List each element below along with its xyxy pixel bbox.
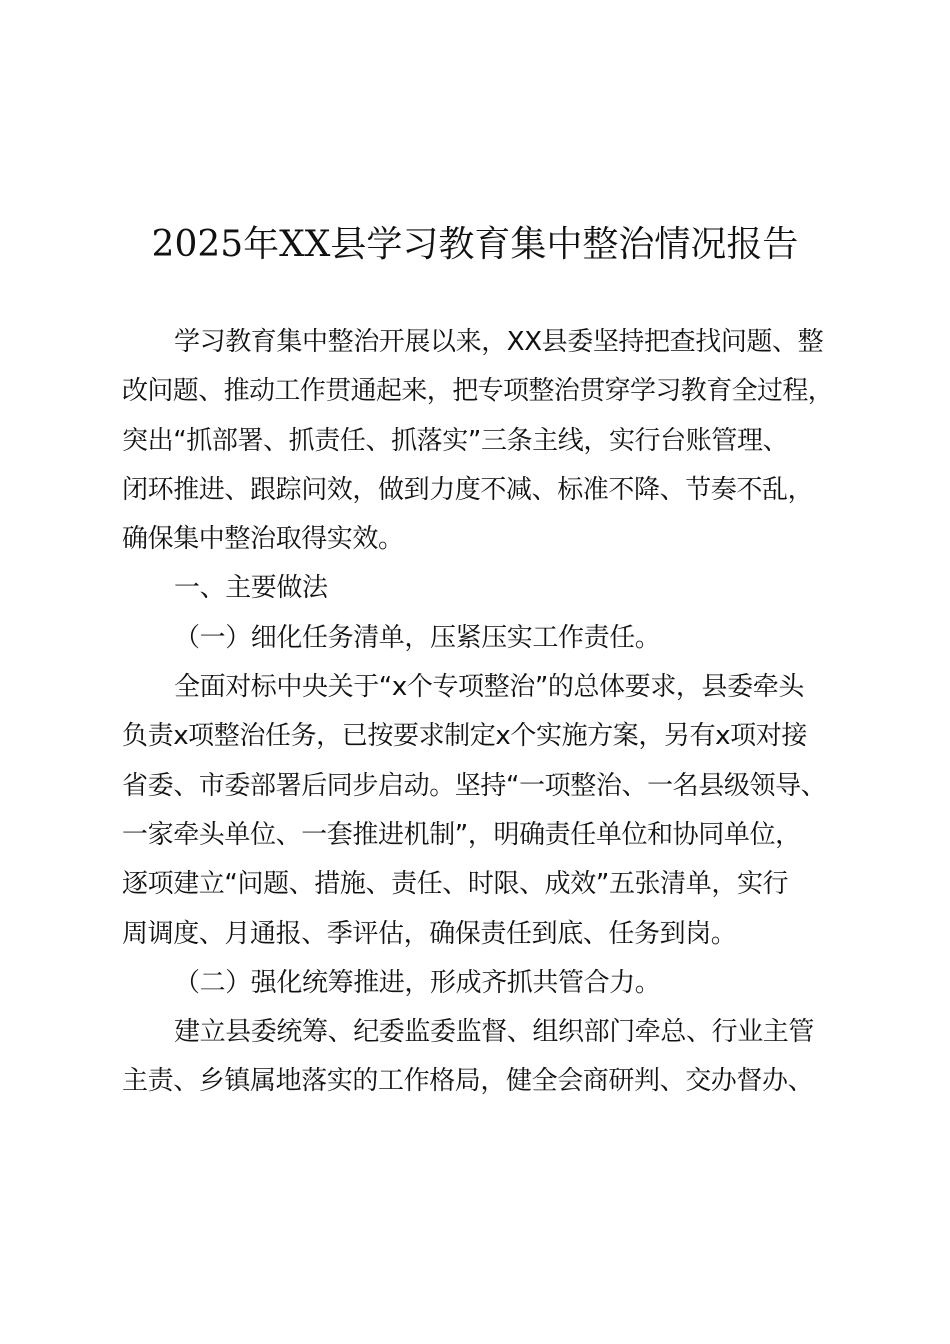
document-title: 2025年XX县学习教育集中整治情况报告 xyxy=(151,224,799,265)
text-line: 确保集中整治取得实效。 xyxy=(122,524,404,555)
text-line: 一、主要做法 xyxy=(174,573,328,604)
text-line: 全面对标中央关于“x个专项整治”的总体要求，县委牵头 xyxy=(174,672,804,703)
text-line: 改问题、推动工作贯通起来，把专项整治贯穿学习教育全过程， xyxy=(122,376,834,407)
text-line: （一）细化任务清单，压紧压实工作责任。 xyxy=(174,622,661,653)
text-line: 省委、市委部署后同步启动。坚持“一项整治、一名县级领导、 xyxy=(122,770,827,801)
text-line: （二）强化统筹推进，形成齐抓共管合力。 xyxy=(174,967,661,998)
text-line: 一家牵头单位、一套推进机制”，明确责任单位和协同单位， xyxy=(122,819,801,850)
text-line: 负责x项整治任务，已按要求制定x个实施方案，另有x项对接 xyxy=(122,721,807,752)
text-line: 周调度、月通报、季评估，确保责任到底、任务到岗。 xyxy=(122,918,737,949)
text-line: 建立县委统筹、纪委监委监督、组织部门牵总、行业主管 xyxy=(174,1017,815,1048)
text-line: 学习教育集中整治开展以来，XX县委坚持把查找问题、整 xyxy=(174,327,824,357)
text-line: 主责、乡镇属地落实的工作格局，健全会商研判、交办督办、 xyxy=(122,1066,814,1097)
text-line: 突出“抓部署、抓责任、抓落实”三条主线，实行台账管理、 xyxy=(122,425,789,456)
document-body xyxy=(122,318,834,1107)
text-line: 逐项建立“问题、措施、责任、时限、成效”五张清单，实行 xyxy=(122,869,789,900)
text-line: 闭环推进、跟踪问效，做到力度不减、标准不降、节奏不乱， xyxy=(122,474,814,505)
